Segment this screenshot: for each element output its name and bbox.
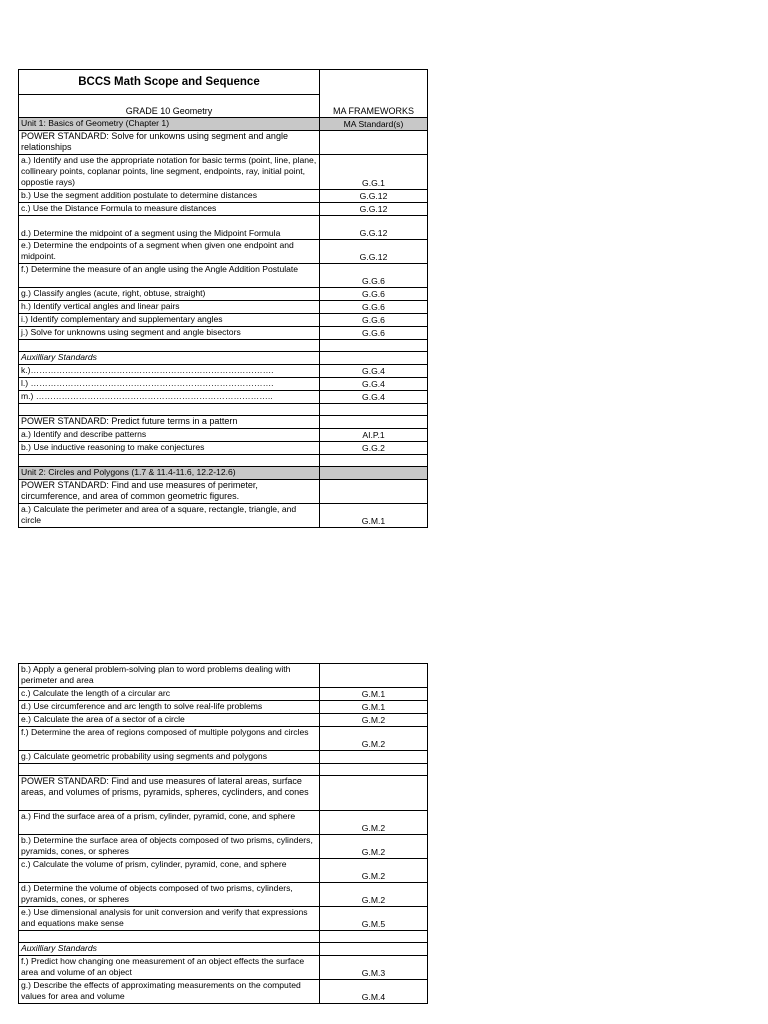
objective-row <box>19 688 428 701</box>
objective-text: e.) Calculate the area of a sector of a circle <box>19 714 320 727</box>
scope-table-1 <box>18 69 428 528</box>
auxiliary-row <box>19 943 428 956</box>
objective-text: l.) …………………………………………………………………………. <box>19 378 320 391</box>
objective-row <box>19 714 428 727</box>
objective-text: c.) Use the Distance Formula to measure distances <box>19 203 320 216</box>
standard-code <box>320 764 428 776</box>
standard-code: G.G.12 <box>320 203 428 216</box>
standard-column-header <box>320 467 428 480</box>
objective-text: m.) ……………………………………………………………………….. <box>19 391 320 404</box>
unit-header-row <box>19 118 428 131</box>
objective-text: e.) Determine the endpoints of a segment when given one endpoint and midpoint. <box>19 240 320 264</box>
standard-code: G.G.12 <box>320 190 428 203</box>
standard-code <box>320 131 428 155</box>
objective-text <box>19 340 320 352</box>
objective-row <box>19 429 428 442</box>
unit-title: Unit 2: Circles and Polygons (1.7 & 11.4-11.6, 12.2-12.6) <box>19 467 320 480</box>
objective-text: a.) Calculate the perimeter and area of a square, rectangle, triangle, and circle <box>19 504 320 528</box>
standard-code: G.M.2 <box>320 714 428 727</box>
standard-code <box>320 931 428 943</box>
standard-code: G.M.5 <box>320 907 428 931</box>
power-standard-row <box>19 480 428 504</box>
objective-text: c.) Calculate the length of a circular arc <box>19 688 320 701</box>
objective-text: b.) Apply a general problem-solving plan to word problems dealing with perimeter and area <box>19 664 320 688</box>
standard-code: G.G.1 <box>320 155 428 190</box>
standard-code <box>320 480 428 504</box>
objective-text: d.) Determine the volume of objects composed of two prisms, cylinders, pyramids, cones, or spheres <box>19 883 320 907</box>
objective-text <box>19 764 320 776</box>
standard-code: G.M.2 <box>320 883 428 907</box>
page2-body <box>19 664 428 1004</box>
objective-text: k.)…………………………………………………………………………. <box>19 365 320 378</box>
objective-row <box>19 664 428 688</box>
objective-text: a.) Identify and describe patterns <box>19 429 320 442</box>
objective-text: d.) Determine the midpoint of a segment using the Midpoint Formula <box>19 216 320 240</box>
standard-code: G.M.1 <box>320 701 428 714</box>
objective-row <box>19 980 428 1004</box>
objective-row <box>19 190 428 203</box>
power-standard-row <box>19 776 428 811</box>
standard-code: G.M.2 <box>320 859 428 883</box>
objective-text: c.) Calculate the volume of prism, cylinder, pyramid, cone, and sphere <box>19 859 320 883</box>
objective-text <box>19 404 320 416</box>
standard-code <box>320 943 428 956</box>
standard-code: G.M.3 <box>320 956 428 980</box>
standard-code: G.M.1 <box>320 504 428 528</box>
frameworks-label: MA FRAMEWORKS <box>320 95 428 118</box>
objective-row <box>19 365 428 378</box>
power-standard-row <box>19 131 428 155</box>
blank-row <box>19 404 428 416</box>
objective-row <box>19 216 428 240</box>
standard-code <box>320 455 428 467</box>
power-standard-text: POWER STANDARD: Solve for unkowns using segment and angle relationships <box>19 131 320 155</box>
standard-code: G.M.4 <box>320 980 428 1004</box>
objective-text: a.) Identify and use the appropriate notation for basic terms (point, line, plane, collineary points, coplanar points, line segment, endpoints, ray, initial point, oppostie rays) <box>19 155 320 190</box>
standard-code: G.G.6 <box>320 264 428 288</box>
objective-text <box>19 931 320 943</box>
power-standard-text: POWER STANDARD: Find and use measures of perimeter, circumference, and area of common geometric figures. <box>19 480 320 504</box>
auxiliary-row <box>19 352 428 365</box>
scope-sequence-page-2 <box>18 663 427 1004</box>
standard-code: G.G.12 <box>320 240 428 264</box>
standard-column-header: MA Standard(s) <box>320 118 428 131</box>
unit-header-row <box>19 467 428 480</box>
power-standard-text: POWER STANDARD: Predict future terms in a pattern <box>19 416 320 429</box>
objective-text: f.) Determine the measure of an angle using the Angle Addition Postulate <box>19 264 320 288</box>
standard-code: G.G.12 <box>320 216 428 240</box>
objective-row <box>19 155 428 190</box>
title-blank-cell <box>320 70 428 95</box>
objective-row <box>19 811 428 835</box>
blank-row <box>19 931 428 943</box>
standard-code: G.G.6 <box>320 288 428 301</box>
standard-code <box>320 776 428 811</box>
standard-code <box>320 751 428 764</box>
objective-row <box>19 751 428 764</box>
objective-row <box>19 883 428 907</box>
objective-row <box>19 701 428 714</box>
objective-row <box>19 203 428 216</box>
blank-row <box>19 455 428 467</box>
objective-text: d.) Use circumference and arc length to solve real-life problems <box>19 701 320 714</box>
objective-row <box>19 835 428 859</box>
objective-row <box>19 907 428 931</box>
auxiliary-label: Auxilliary Standards <box>19 352 320 365</box>
objective-row <box>19 504 428 528</box>
standard-code: AI.P.1 <box>320 429 428 442</box>
standard-code <box>320 664 428 688</box>
objective-row <box>19 240 428 264</box>
objective-row <box>19 378 428 391</box>
standard-code: G.G.6 <box>320 314 428 327</box>
objective-row <box>19 301 428 314</box>
objective-row <box>19 264 428 288</box>
standard-code <box>320 404 428 416</box>
power-standard-row <box>19 416 428 429</box>
objective-row <box>19 327 428 340</box>
unit-title: Unit 1: Basics of Geometry (Chapter 1) <box>19 118 320 131</box>
document-title: BCCS Math Scope and Sequence <box>19 70 320 95</box>
objective-text: b.) Use the segment addition postulate to determine distances <box>19 190 320 203</box>
objective-row <box>19 956 428 980</box>
objective-row <box>19 314 428 327</box>
standard-code <box>320 416 428 429</box>
objective-text: a.) Find the surface area of a prism, cylinder, pyramid, cone, and sphere <box>19 811 320 835</box>
objective-row <box>19 391 428 404</box>
objective-row <box>19 727 428 751</box>
auxiliary-label: Auxilliary Standards <box>19 943 320 956</box>
standard-code: G.G.6 <box>320 301 428 314</box>
objective-row <box>19 288 428 301</box>
standard-code: G.G.4 <box>320 391 428 404</box>
objective-text <box>19 455 320 467</box>
objective-text: g.) Describe the effects of approximating measurements on the computed values for area and volume <box>19 980 320 1004</box>
objective-text: b.) Determine the surface area of objects composed of two prisms, cylinders, pyramids, cones, or spheres <box>19 835 320 859</box>
standard-code: G.M.2 <box>320 835 428 859</box>
scope-table-2 <box>18 663 428 1004</box>
blank-row <box>19 764 428 776</box>
standard-code: G.G.6 <box>320 327 428 340</box>
objective-text: b.) Use inductive reasoning to make conjectures <box>19 442 320 455</box>
standard-code: G.M.2 <box>320 727 428 751</box>
power-standard-text: POWER STANDARD: Find and use measures of lateral areas, surface areas, and volumes of prisms, pyramids, spheres, cyclinders, and cones <box>19 776 320 811</box>
standard-code: G.G.4 <box>320 378 428 391</box>
standard-code <box>320 352 428 365</box>
objective-text: e.) Use dimensional analysis for unit conversion and verify that expressions and equations make sense <box>19 907 320 931</box>
objective-text: i.) Identify complementary and supplementary angles <box>19 314 320 327</box>
objective-row <box>19 859 428 883</box>
standard-code: G.G.4 <box>320 365 428 378</box>
grade-label: GRADE 10 Geometry <box>19 95 320 118</box>
objective-text: f.) Predict how changing one measurement of an object effects the surface area and volume of an object <box>19 956 320 980</box>
standard-code: G.G.2 <box>320 442 428 455</box>
objective-text: j.) Solve for unknowns using segment and angle bisectors <box>19 327 320 340</box>
standard-code: G.M.1 <box>320 688 428 701</box>
objective-text: h.) Identify vertical angles and linear pairs <box>19 301 320 314</box>
page1-body <box>19 118 428 528</box>
subheader-row <box>19 95 428 118</box>
objective-text: f.) Determine the area of regions composed of multiple polygons and circles <box>19 727 320 751</box>
objective-row <box>19 442 428 455</box>
standard-code <box>320 340 428 352</box>
title-row <box>19 70 428 95</box>
scope-sequence-page-1 <box>18 69 427 528</box>
objective-text: g.) Calculate geometric probability using segments and polygons <box>19 751 320 764</box>
blank-row <box>19 340 428 352</box>
standard-code: G.M.2 <box>320 811 428 835</box>
objective-text: g.) Classify angles (acute, right, obtuse, straight) <box>19 288 320 301</box>
